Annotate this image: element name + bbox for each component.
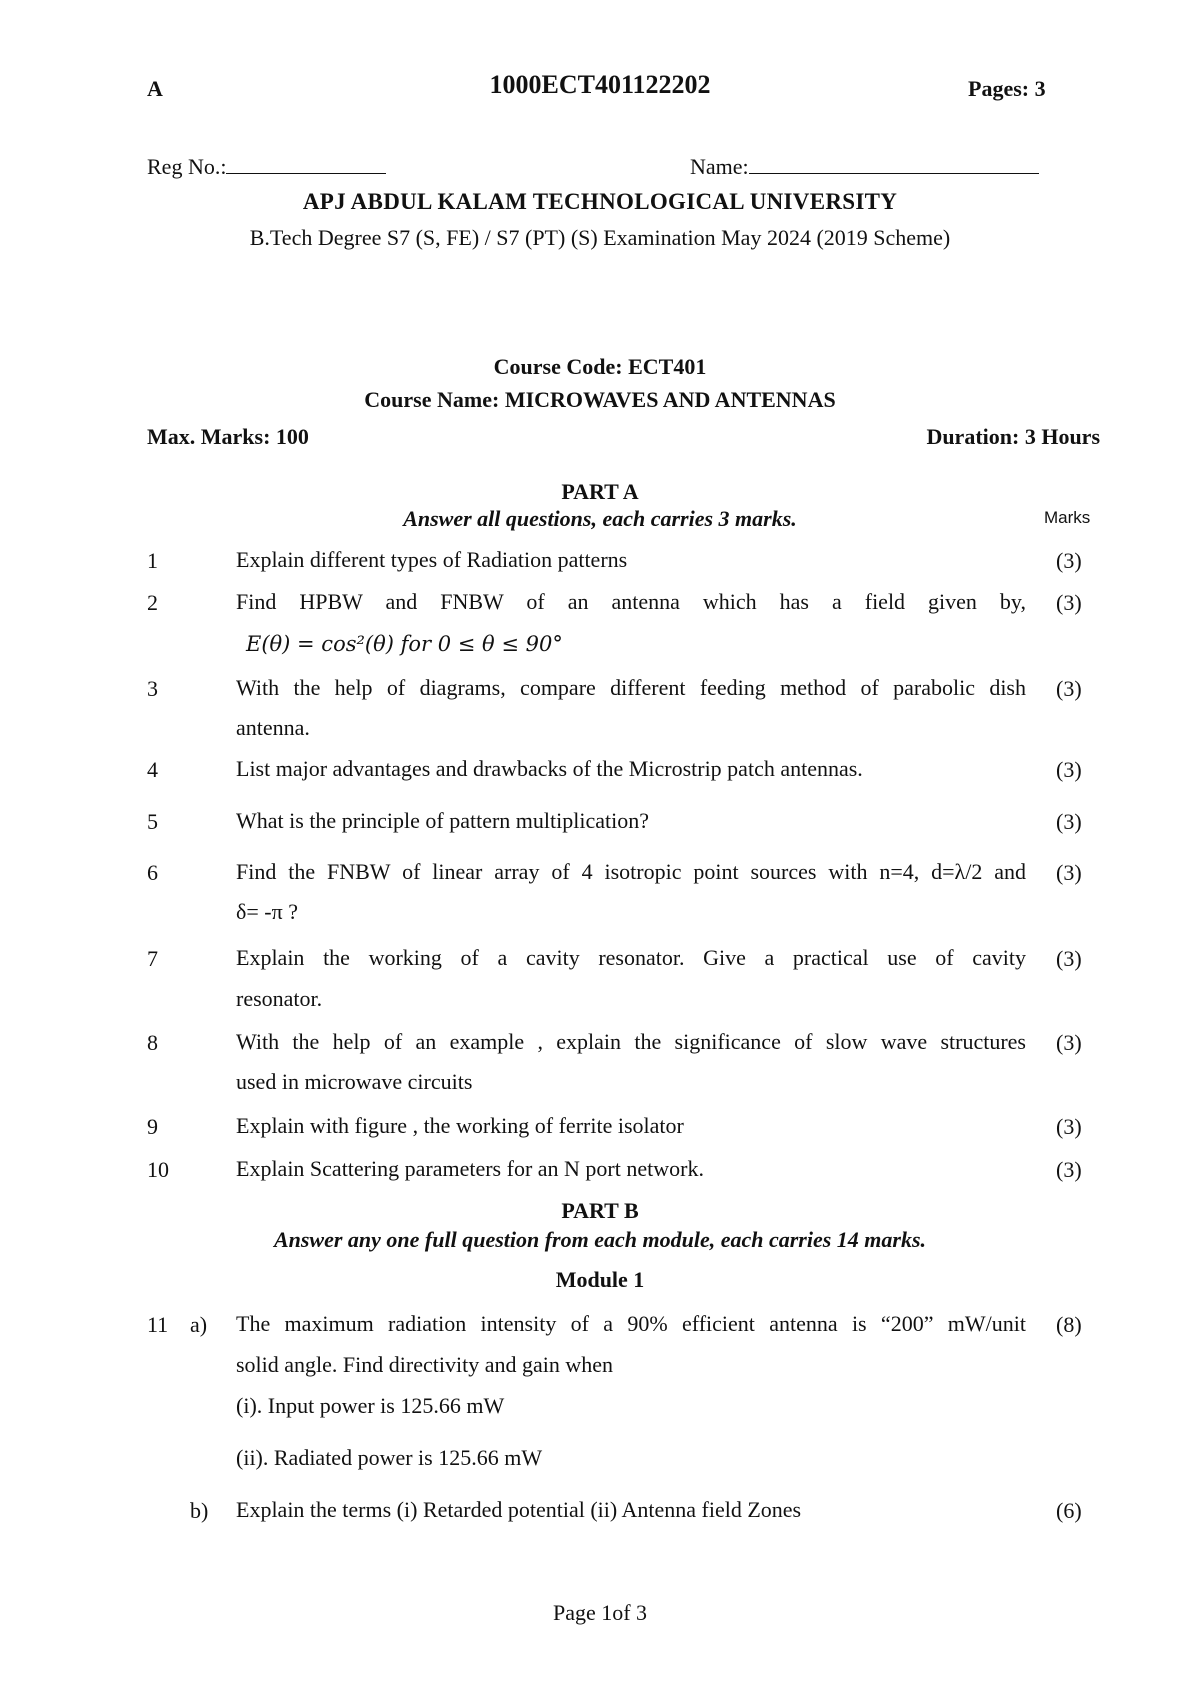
module-heading: Module 1 — [555, 1267, 645, 1292]
question-marks: (3) — [1056, 757, 1082, 782]
question-marks: (6) — [1056, 1498, 1082, 1523]
name-blank — [749, 153, 1039, 174]
max-marks: Max. Marks: 100 — [147, 424, 309, 449]
paper-code: 1000ECT401122202 — [489, 70, 711, 99]
question-marks: (3) — [1056, 1157, 1082, 1182]
part-a-instruction: Answer all questions, each carries 3 marks. — [403, 506, 797, 531]
question-text: Explain with figure , the working of ferrite isolator — [236, 1113, 684, 1138]
question-number: 11 — [147, 1312, 169, 1337]
question-number: 10 — [147, 1157, 169, 1182]
marks-column-header: Marks — [1044, 508, 1091, 527]
question-number: 5 — [147, 809, 158, 834]
question-marks: (3) — [1056, 1114, 1082, 1139]
part-a-title: PART A — [561, 479, 639, 504]
question-text-line-2: resonator. — [236, 986, 323, 1011]
question-formula: E(θ) = cos²(θ) for 0 ≤ θ ≤ 90° — [246, 632, 563, 656]
question-text: Explain the terms (i) Retarded potential (ii) Antenna field Zones — [236, 1497, 802, 1522]
question-text: Explain Scattering parameters for an N port network. — [236, 1156, 704, 1181]
reg-no-label: Reg No.: — [147, 154, 227, 179]
question-text-line-2: δ= -π ? — [236, 899, 298, 924]
question-text-line-2: solid angle. Find directivity and gain when — [236, 1352, 613, 1377]
question-text: Find HPBW and FNBW of an antenna which has a field given by, — [236, 589, 1026, 614]
part-b-title: PART B — [561, 1198, 639, 1223]
question-text-line-1: Explain the working of a cavity resonator. Give a practical use of cavity — [236, 945, 1026, 970]
question-number: 7 — [147, 946, 158, 971]
sub-question-label: b) — [190, 1498, 209, 1523]
question-number: 2 — [147, 590, 158, 615]
part-b-instruction: Answer any one full question from each module, each carries 14 marks. — [273, 1227, 927, 1252]
question-number: 3 — [147, 676, 158, 701]
question-number: 1 — [147, 548, 158, 573]
question-marks: (3) — [1056, 860, 1082, 885]
exam-title: B.Tech Degree S7 (S, FE) / S7 (PT) (S) Examination May 2024 (2019 Scheme) — [249, 225, 951, 250]
question-marks: (3) — [1056, 590, 1082, 615]
university-name: APJ ABDUL KALAM TECHNOLOGICAL UNIVERSITY — [302, 189, 898, 214]
question-text-line-2: used in microwave circuits — [236, 1069, 473, 1094]
sub-part-ii: (ii). Radiated power is 125.66 mW — [236, 1445, 543, 1470]
question-text-line-1: With the help of diagrams, compare different feeding method of parabolic dish — [236, 675, 1026, 700]
question-number: 6 — [147, 860, 158, 885]
question-text: What is the principle of pattern multiplication? — [236, 808, 649, 833]
page-count: Pages: 3 — [968, 76, 1046, 101]
page-footer: Page 1of 3 — [552, 1600, 648, 1625]
sub-question-label: a) — [190, 1312, 208, 1337]
reg-no-blank — [226, 153, 386, 174]
question-text-line-2: antenna. — [236, 715, 310, 740]
question-marks: (3) — [1056, 1030, 1082, 1055]
question-text-line-1: With the help of an example , explain the significance of slow wave structures — [236, 1029, 1026, 1054]
question-number: 4 — [147, 757, 158, 782]
question-marks: (3) — [1056, 548, 1082, 573]
question-marks: (3) — [1056, 946, 1082, 971]
question-text: List major advantages and drawbacks of the Microstrip patch antennas. — [236, 756, 863, 781]
question-text-line-1: The maximum radiation intensity of a 90% efficient antenna is “200” mW/unit — [236, 1311, 1026, 1336]
duration: Duration: 3 Hours — [926, 424, 1100, 449]
set-code: A — [147, 76, 163, 101]
question-marks: (8) — [1056, 1312, 1082, 1337]
reg-no-field — [147, 153, 386, 180]
course-name: Course Name: MICROWAVES AND ANTENNAS — [364, 387, 836, 412]
sub-part-i: (i). Input power is 125.66 mW — [236, 1393, 505, 1418]
question-text-line-1: Find the FNBW of linear array of 4 isotropic point sources with n=4, d=λ/2 and — [236, 859, 1026, 884]
course-code: Course Code: ECT401 — [493, 354, 707, 379]
question-marks: (3) — [1056, 676, 1082, 701]
question-number: 8 — [147, 1030, 158, 1055]
question-marks: (3) — [1056, 809, 1082, 834]
question-text: Explain different types of Radiation patterns — [236, 547, 628, 572]
name-field — [690, 153, 1039, 180]
name-label: Name: — [690, 154, 749, 179]
question-number: 9 — [147, 1114, 158, 1139]
